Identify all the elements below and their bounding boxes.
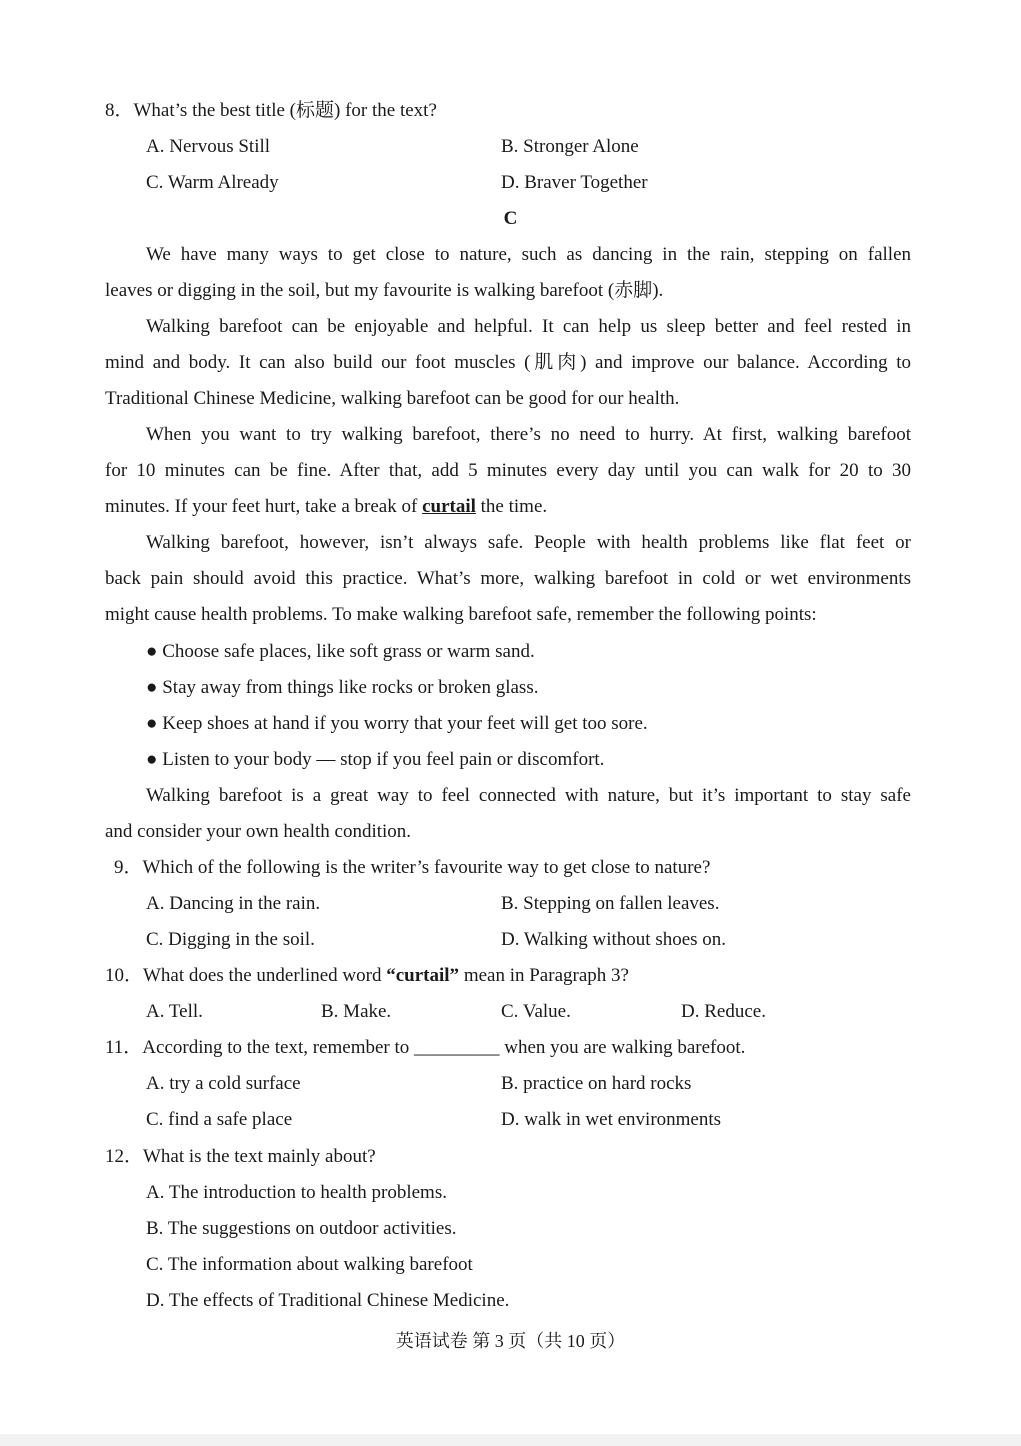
underlined-word-curtail: curtail xyxy=(422,496,476,517)
q9-option-b: B. Stepping on fallen leaves. xyxy=(501,893,720,914)
question-9: 9．Which of the following is the writer’s favourite way to get close to nature? xyxy=(114,857,711,878)
bullet-item: ● Stay away from things like rocks or broken glass. xyxy=(146,677,539,698)
bullet-item: ● Listen to your body — stop if you feel pain or discomfort. xyxy=(146,749,605,770)
q8-option-b: B. Stronger Alone xyxy=(501,136,639,157)
q9-option-c: C. Digging in the soil. xyxy=(146,929,315,950)
passage-p2-line2: mind and body. It can also build our foot muscles (肌肉) and improve our balance. According to xyxy=(105,352,911,373)
q10-option-a: A. Tell. xyxy=(146,1001,203,1022)
passage-p3-line2: for 10 minutes can be fine. After that, add 5 minutes every day until you can walk for 20 to 30 xyxy=(105,460,911,481)
passage-p1-line2: leaves or digging in the soil, but my favourite is walking barefoot (赤脚). xyxy=(105,280,664,301)
question-10 xyxy=(105,964,629,988)
q11-option-b: B. practice on hard rocks xyxy=(501,1073,692,1094)
section-heading: C xyxy=(503,208,518,229)
passage-p3-line3-after: the time. xyxy=(475,496,548,517)
passage-p3-line1: When you want to try walking barefoot, there’s no need to hurry. At first, walking barefoot xyxy=(146,424,911,445)
q9-option-d: D. Walking without shoes on. xyxy=(501,929,727,950)
q10-option-b: B. Make. xyxy=(321,1001,392,1022)
passage-p5-line2: and consider your own health condition. xyxy=(105,821,412,842)
passage-p2-line3: Traditional Chinese Medicine, walking barefoot can be good for our health. xyxy=(105,388,680,409)
q10-option-c: C. Value. xyxy=(501,1001,571,1022)
q12-option-d: D. The effects of Traditional Chinese Medicine. xyxy=(146,1290,510,1311)
q12-option-c: C. The information about walking barefoot xyxy=(146,1254,473,1275)
question-10-before: 10．What does the underlined word xyxy=(105,965,387,986)
question-11: 11．According to the text, remember to _________ when you are walking barefoot. xyxy=(105,1037,746,1058)
q8-option-d: D. Braver Together xyxy=(501,172,648,193)
q11-option-c: C. find a safe place xyxy=(146,1109,293,1130)
passage-p4-line2: back pain should avoid this practice. What’s more, walking barefoot in cold or wet environments xyxy=(105,568,911,589)
q8-option-a: A. Nervous Still xyxy=(146,136,271,157)
bullet-item: ● Choose safe places, like soft grass or warm sand. xyxy=(146,641,535,662)
passage-p2-line1: Walking barefoot can be enjoyable and helpful. It can help us sleep better and feel rested in xyxy=(146,316,911,337)
question-10-after: mean in Paragraph 3? xyxy=(459,965,629,986)
passage-p3-line3 xyxy=(105,495,911,519)
question-8: 8．What’s the best title (标题) for the text? xyxy=(105,100,437,121)
question-12: 12．What is the text mainly about? xyxy=(105,1146,376,1167)
q11-option-d: D. walk in wet environments xyxy=(501,1109,722,1130)
page-edge xyxy=(0,1434,1021,1446)
q12-option-a: A. The introduction to health problems. xyxy=(146,1182,447,1203)
q10-option-d: D. Reduce. xyxy=(681,1001,766,1022)
q11-option-a: A. try a cold surface xyxy=(146,1073,301,1094)
question-10-word: “curtail” xyxy=(386,965,460,986)
page-footer: 英语试卷 第 3 页（共 10 页） xyxy=(395,1331,626,1351)
passage-p5-line1: Walking barefoot is a great way to feel connected with nature, but it’s important to stay safe xyxy=(146,785,911,806)
passage-p1-line1: We have many ways to get close to nature, such as dancing in the rain, stepping on fallen xyxy=(146,244,911,265)
passage-p4-line1: Walking barefoot, however, isn’t always safe. People with health problems like flat feet or xyxy=(146,532,911,553)
q8-option-c: C. Warm Already xyxy=(146,172,279,193)
bullet-item: ● Keep shoes at hand if you worry that your feet will get too sore. xyxy=(146,713,648,734)
q12-option-b: B. The suggestions on outdoor activities. xyxy=(146,1218,457,1239)
passage-p3-line3-before: minutes. If your feet hurt, take a break of xyxy=(105,496,423,517)
q9-option-a: A. Dancing in the rain. xyxy=(146,893,321,914)
passage-p4-line3: might cause health problems. To make walking barefoot safe, remember the following points: xyxy=(105,604,817,625)
